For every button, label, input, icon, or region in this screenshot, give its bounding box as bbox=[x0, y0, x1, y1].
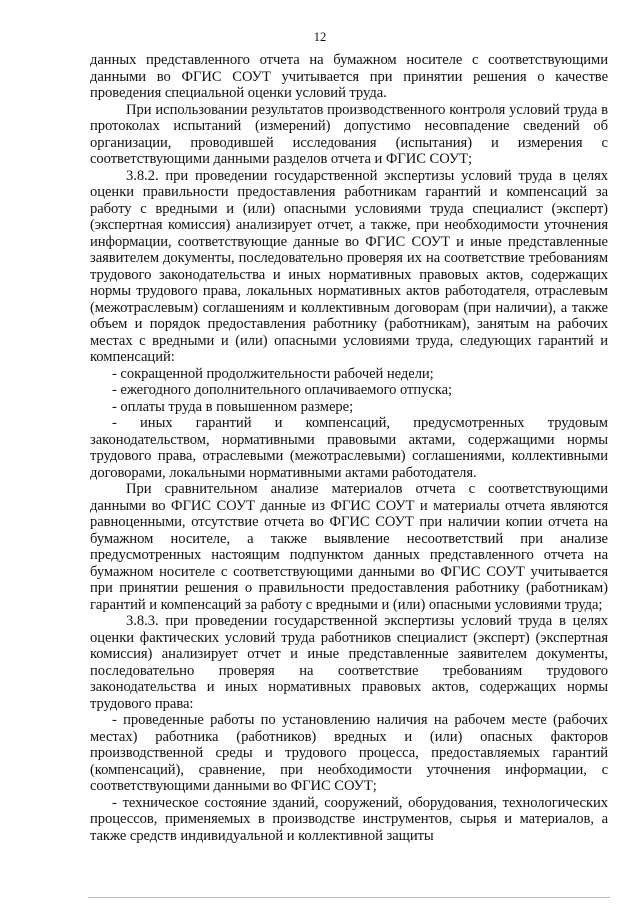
paragraph-production-control: При использовании результатов производственного контроля условий труда в протоколах испытаний (измерений) допустимо несовпадение сведений об организации, проводившей исследования (испытания) и измерения с соответствующими данными разделов отчета и ФГИС СОУТ; bbox=[90, 101, 608, 167]
paragraph-continuation: данных представленного отчета на бумажном носителе с соответствующими данными во ФГИС СОУТ учитывается при принятии решения о качестве проведения специальной оценки условий труда. bbox=[90, 52, 608, 101]
document-body bbox=[90, 52, 608, 844]
list-item-additional-leave: - ежегодного дополнительного оплачиваемого отпуска; bbox=[112, 382, 453, 398]
list-item-other-guarantees: - иных гарантий и компенсаций, предусмотренных трудовым законодательством, нормативными правовыми актами, содержащими нормы трудового права, отраслевыми (межотраслевыми) соглашениями, коллективными договорами, локальными нормативными актами работодателя. bbox=[90, 415, 608, 481]
list-item-technical-condition: - техническое состояние зданий, сооружений, оборудования, технологических процессов, применяемых в производстве инструментов, сырья и материалов, а также средств индивидуальной и коллективной защиты bbox=[90, 794, 608, 844]
page-bottom-edge bbox=[88, 897, 610, 898]
page-number: 12 bbox=[313, 30, 327, 44]
paragraph-comparative-analysis: При сравнительном анализе материалов отчета с соответствующими данными во ФГИС СОУТ данные из ФГИС СОУТ и материалы отчета являются равноценными, отсутствие отчета во ФГИС СОУТ при наличии копии отчета на бумажном носителе, а также выявление несоответствий при анализе предусмотренных настоящим подпунктом данных представленного отчета на бумажном носителе с соответствующими данными во ФГИС СОУТ учитывается при принятии решения о правильности предоставления работнику (работникам) гарантий и компенсаций за работу с вредными и (или) опасными условиями труда; bbox=[90, 481, 608, 613]
list-item-increased-pay: - оплаты труда в повышенном размере; bbox=[112, 398, 354, 415]
paragraph-3-8-2: 3.8.2. при проведении государственной экспертизы условий труда в целях оценки правильности предоставления работникам гарантий и компенсаций за работу с вредными и (или) опасными условиями труда специалист (эксперт) (экспертная комиссия) анализирует отчет, а также, при необходимости уточнения информации, соответствующие данные во ФГИС СОУТ и иные представленные заявителем документы, последовательно проверяя их на соответствие требованиям трудового законодательства и иных нормативных правовых актов, содержащих нормы трудового права, локальных нормативных актов работодателя, отраслевым (межотраслевым) соглашениям и коллективным договорам (при наличии), а также объем и порядок предоставления работнику (работникам), занятым на рабочих местах с вредными и (или) опасными условиями труда, следующих гарантий и компенсаций: bbox=[90, 167, 608, 365]
list-item-reduced-week: - сокращенной продолжительности рабочей недели; bbox=[112, 365, 434, 382]
list-item-work-performed: - проведенные работы по установлению наличия на рабочем месте (рабочих местах) работника (работников) вредных и (или) опасных факторов производственной среды и трудового процесса, предоставляемых гарантий (компенсаций), сравнение, при необходимости уточнения информации, с соответствующими данными во ФГИС СОУТ; bbox=[90, 712, 608, 794]
paragraph-3-8-3: 3.8.3. при проведении государственной экспертизы условий труда в целях оценки фактических условий труда работников специалист (эксперт) (экспертная комиссия) анализирует отчет и иные представленные заявителем документы, последовательно проверяя на соответствие требованиям трудового законодательства и иных нормативных правовых актов, содержащих нормы трудового права: bbox=[90, 613, 608, 712]
